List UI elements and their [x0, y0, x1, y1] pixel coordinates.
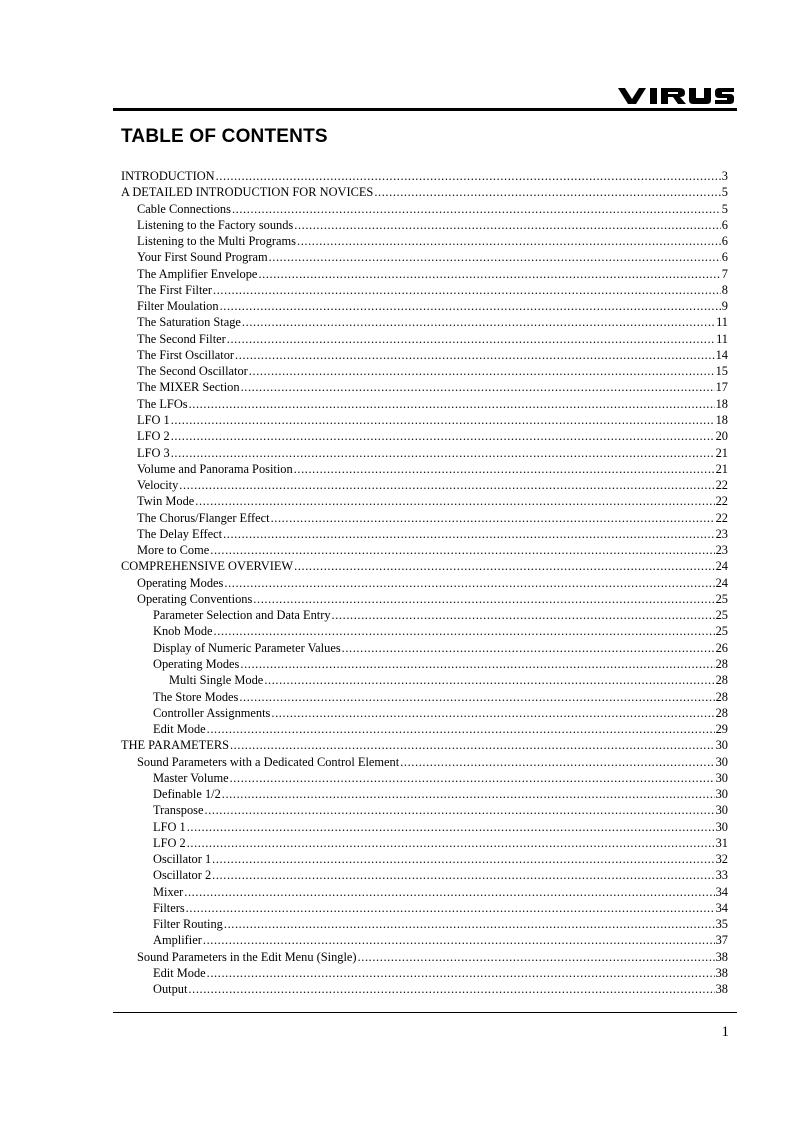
toc-dot-leader [187, 819, 715, 835]
toc-dot-leader [294, 558, 714, 574]
toc-entry[interactable] [121, 249, 728, 265]
toc-dot-leader [203, 932, 715, 948]
toc-entry-page: 11 [716, 331, 728, 346]
toc-entry[interactable] [121, 298, 728, 314]
toc-entry-title: Oscillator 2 [153, 868, 212, 883]
toc-entry[interactable] [121, 591, 728, 607]
toc-dot-leader [240, 656, 714, 672]
table-of-contents [121, 168, 728, 998]
toc-entry[interactable] [121, 461, 728, 477]
toc-entry-title: INTRODUCTION [121, 169, 215, 183]
toc-entry-page: 5 [721, 201, 728, 216]
toc-entry[interactable] [121, 884, 728, 900]
toc-entry-page: 32 [715, 852, 728, 867]
toc-entry-title: Your First Sound Program [137, 250, 268, 265]
toc-entry[interactable] [121, 705, 728, 721]
toc-entry-title: Multi Single Mode [169, 673, 264, 688]
toc-dot-leader [249, 363, 715, 379]
toc-entry-title: The First Oscillator [137, 347, 235, 362]
toc-entry[interactable] [121, 510, 728, 526]
toc-entry-page: 23 [715, 543, 728, 558]
toc-entry-title: Cable Connections [137, 201, 231, 216]
toc-entry-title: Twin Mode [137, 494, 195, 509]
toc-entry-page: 23 [715, 526, 728, 541]
toc-dot-leader [210, 542, 714, 558]
toc-entry[interactable] [121, 802, 728, 818]
toc-entry-title: The Store Modes [153, 689, 239, 704]
toc-dot-leader [220, 298, 721, 314]
toc-entry[interactable] [121, 737, 728, 753]
toc-dot-leader [294, 461, 715, 477]
toc-entry[interactable] [121, 347, 728, 363]
toc-entry-title: Transpose [153, 803, 204, 818]
toc-entry[interactable] [121, 363, 728, 379]
toc-entry-page: 30 [715, 738, 728, 753]
toc-dot-leader [224, 916, 715, 932]
toc-dot-leader [242, 314, 715, 330]
toc-entry-title: Operating Conventions [137, 591, 253, 606]
toc-entry[interactable] [121, 851, 728, 867]
toc-entry-page: 22 [715, 510, 728, 525]
toc-entry[interactable] [121, 412, 728, 428]
toc-entry-title: Operating Modes [153, 656, 240, 671]
toc-dot-leader [358, 949, 715, 965]
toc-entry-page: 31 [715, 835, 728, 850]
toc-entry-page: 30 [715, 803, 728, 818]
toc-entry-title: Parameter Selection and Data Entry [153, 608, 331, 623]
toc-entry-title: Velocity [137, 478, 179, 493]
toc-entry-page: 17 [715, 380, 728, 395]
toc-entry-page: 25 [715, 608, 728, 623]
toc-entry-page: 25 [715, 591, 728, 606]
toc-entry-page: 21 [715, 461, 728, 476]
toc-entry-page: 29 [715, 722, 728, 737]
toc-entry-page: 24 [715, 559, 728, 574]
toc-entry-page: 38 [715, 966, 728, 981]
toc-entry-page: 38 [715, 982, 728, 997]
toc-entry-page: 18 [715, 396, 728, 411]
toc-entry-title: The Saturation Stage [137, 315, 241, 330]
toc-entry-title: The LFOs [137, 396, 188, 411]
toc-entry[interactable] [121, 770, 728, 786]
toc-entry-title: Amplifier [153, 933, 202, 948]
footer-rule [113, 1012, 737, 1013]
toc-entry-page: 38 [715, 949, 728, 964]
toc-entry-title: COMPREHENSIVE OVERVIEW [121, 559, 294, 574]
toc-entry[interactable] [121, 282, 728, 298]
toc-entry-page: 37 [715, 933, 728, 948]
toc-entry-title: Oscillator 1 [153, 852, 212, 867]
toc-dot-leader [171, 445, 715, 461]
toc-entry-page: 14 [715, 347, 728, 362]
toc-entry-page: 20 [715, 429, 728, 444]
toc-entry[interactable] [121, 623, 728, 639]
toc-entry[interactable] [121, 786, 728, 802]
toc-entry[interactable] [121, 558, 728, 574]
toc-entry-title: Sound Parameters with a Dedicated Control Element [137, 754, 400, 769]
toc-entry[interactable] [121, 900, 728, 916]
toc-entry-title: The Second Filter [137, 331, 226, 346]
toc-dot-leader [253, 591, 714, 607]
toc-dot-leader [184, 884, 714, 900]
toc-entry-title: Sound Parameters in the Edit Menu (Single) [137, 949, 357, 964]
toc-entry-page: 7 [721, 266, 728, 281]
toc-entry-title: The Second Oscillator [137, 364, 248, 379]
toc-dot-leader [297, 233, 721, 249]
toc-entry-page: 35 [715, 917, 728, 932]
toc-entry-title: Edit Mode [153, 966, 206, 981]
toc-entry-page: 33 [715, 868, 728, 883]
toc-entry-title: LFO 2 [153, 835, 186, 850]
toc-dot-leader [207, 721, 715, 737]
toc-entry[interactable] [121, 867, 728, 883]
toc-entry-page: 3 [721, 169, 728, 183]
toc-dot-leader [374, 184, 720, 200]
toc-entry[interactable] [121, 493, 728, 509]
toc-entry[interactable] [121, 184, 728, 200]
toc-entry-page: 5 [721, 185, 728, 200]
toc-entry-page: 30 [715, 787, 728, 802]
toc-entry-page: 22 [715, 494, 728, 509]
toc-dot-leader [271, 510, 715, 526]
toc-entry-page: 28 [715, 656, 728, 671]
toc-dot-leader [207, 965, 715, 981]
toc-entry-title: LFO 2 [137, 429, 170, 444]
toc-entry[interactable] [121, 981, 728, 997]
toc-entry-page: 30 [715, 754, 728, 769]
toc-entry-title: The Chorus/Flanger Effect [137, 510, 270, 525]
toc-entry-page: 6 [721, 234, 728, 249]
toc-dot-leader [205, 802, 715, 818]
toc-entry[interactable] [121, 965, 728, 981]
toc-dot-leader [216, 168, 721, 184]
toc-entry-title: Filter Routing [153, 917, 223, 932]
toc-entry-title: Mixer [153, 884, 184, 899]
toc-entry-title: THE PARAMETERS [121, 738, 229, 753]
toc-entry-page: 24 [715, 575, 728, 590]
toc-entry-title: Edit Mode [153, 722, 206, 737]
toc-entry-title: Filter Moulation [137, 299, 219, 314]
virus-logo [618, 84, 734, 104]
toc-dot-leader [195, 493, 714, 509]
toc-entry-title: Operating Modes [137, 575, 224, 590]
toc-entry-page: 15 [715, 364, 728, 379]
toc-entry[interactable] [121, 689, 728, 705]
toc-dot-leader [332, 607, 715, 623]
toc-entry-page: 30 [715, 770, 728, 785]
page-number: 1 [721, 1024, 729, 1040]
toc-dot-leader [223, 526, 715, 542]
toc-entry-page: 8 [721, 282, 728, 297]
toc-entry-page: 18 [715, 412, 728, 427]
toc-dot-leader [400, 754, 714, 770]
toc-entry[interactable] [121, 640, 728, 656]
toc-dot-leader [179, 477, 714, 493]
toc-entry-title: Listening to the Factory sounds [137, 217, 294, 232]
toc-entry[interactable] [121, 477, 728, 493]
toc-entry[interactable] [121, 168, 728, 184]
toc-entry[interactable] [121, 835, 728, 851]
toc-entry[interactable] [121, 916, 728, 932]
toc-dot-leader [235, 347, 715, 363]
toc-entry[interactable] [121, 428, 728, 444]
toc-entry-page: 34 [715, 900, 728, 915]
toc-entry-title: LFO 1 [137, 412, 170, 427]
toc-dot-leader [188, 981, 714, 997]
toc-entry-title: LFO 1 [153, 819, 186, 834]
toc-dot-leader [171, 428, 715, 444]
toc-entry-title: Output [153, 982, 188, 997]
toc-entry-title: The Delay Effect [137, 526, 223, 541]
toc-entry[interactable] [121, 721, 728, 737]
toc-entry[interactable] [121, 266, 728, 282]
toc-dot-leader [189, 396, 715, 412]
toc-entry-page: 28 [715, 673, 728, 688]
toc-entry-page: 9 [721, 299, 728, 314]
toc-dot-leader [171, 412, 715, 428]
toc-dot-leader [187, 835, 715, 851]
toc-entry[interactable] [121, 396, 728, 412]
toc-dot-leader [213, 282, 721, 298]
toc-entry[interactable] [121, 379, 728, 395]
toc-entry[interactable] [121, 542, 728, 558]
toc-entry-page: 28 [715, 705, 728, 720]
toc-entry-title: More to Come [137, 543, 210, 558]
toc-entry-page: 6 [721, 217, 728, 232]
toc-entry[interactable] [121, 949, 728, 965]
toc-dot-leader [232, 201, 721, 217]
toc-dot-leader [222, 786, 715, 802]
toc-entry-title: Filters [153, 900, 185, 915]
toc-dot-leader [239, 689, 714, 705]
toc-entry[interactable] [121, 201, 728, 217]
toc-entry-title: A DETAILED INTRODUCTION FOR NOVICES [121, 185, 374, 200]
toc-entry-title: The MIXER Section [137, 380, 240, 395]
toc-entry-title: Master Volume [153, 770, 229, 785]
toc-entry-page: 6 [721, 250, 728, 265]
toc-entry[interactable] [121, 819, 728, 835]
toc-entry-title: LFO 3 [137, 445, 170, 460]
toc-entry-title: Listening to the Multi Programs [137, 234, 297, 249]
toc-entry-page: 21 [715, 445, 728, 460]
page-title: TABLE OF CONTENTS [121, 126, 328, 147]
toc-entry[interactable] [121, 526, 728, 542]
toc-dot-leader [212, 867, 714, 883]
toc-dot-leader [212, 851, 714, 867]
toc-entry-title: Controller Assignments [153, 705, 271, 720]
toc-entry[interactable] [121, 331, 728, 347]
toc-entry[interactable] [121, 217, 728, 233]
toc-dot-leader [230, 770, 715, 786]
toc-entry[interactable] [121, 233, 728, 249]
toc-entry-page: 22 [715, 478, 728, 493]
toc-entry-page: 25 [715, 624, 728, 639]
toc-entry-title: Knob Mode [153, 624, 213, 639]
toc-dot-leader [241, 379, 715, 395]
toc-entry[interactable] [121, 932, 728, 948]
toc-dot-leader [271, 705, 714, 721]
toc-dot-leader [224, 575, 714, 591]
toc-entry[interactable] [121, 575, 728, 591]
toc-dot-leader [258, 266, 720, 282]
toc-dot-leader [342, 640, 715, 656]
toc-dot-leader [294, 217, 721, 233]
toc-dot-leader [269, 249, 721, 265]
toc-entry-page: 28 [715, 689, 728, 704]
toc-entry-page: 11 [716, 315, 728, 330]
toc-entry[interactable] [121, 445, 728, 461]
toc-dot-leader [230, 737, 715, 753]
toc-entry[interactable] [121, 754, 728, 770]
toc-entry-title: Volume and Panorama Position [137, 461, 293, 476]
toc-entry-title: Display of Numeric Parameter Values [153, 640, 341, 655]
toc-entry-title: Definable 1/2 [153, 787, 221, 802]
toc-entry-title: The Amplifier Envelope [137, 266, 258, 281]
header-rule [113, 108, 737, 111]
toc-entry-page: 30 [715, 819, 728, 834]
toc-dot-leader [264, 672, 714, 688]
toc-entry-title: The First Filter [137, 282, 213, 297]
toc-entry-page: 34 [715, 884, 728, 899]
toc-entry[interactable] [121, 607, 728, 623]
toc-dot-leader [186, 900, 715, 916]
toc-entry-page: 26 [715, 640, 728, 655]
toc-dot-leader [227, 331, 715, 347]
toc-entry[interactable] [121, 672, 728, 688]
toc-dot-leader [214, 623, 715, 639]
toc-entry[interactable] [121, 656, 728, 672]
toc-entry[interactable] [121, 314, 728, 330]
